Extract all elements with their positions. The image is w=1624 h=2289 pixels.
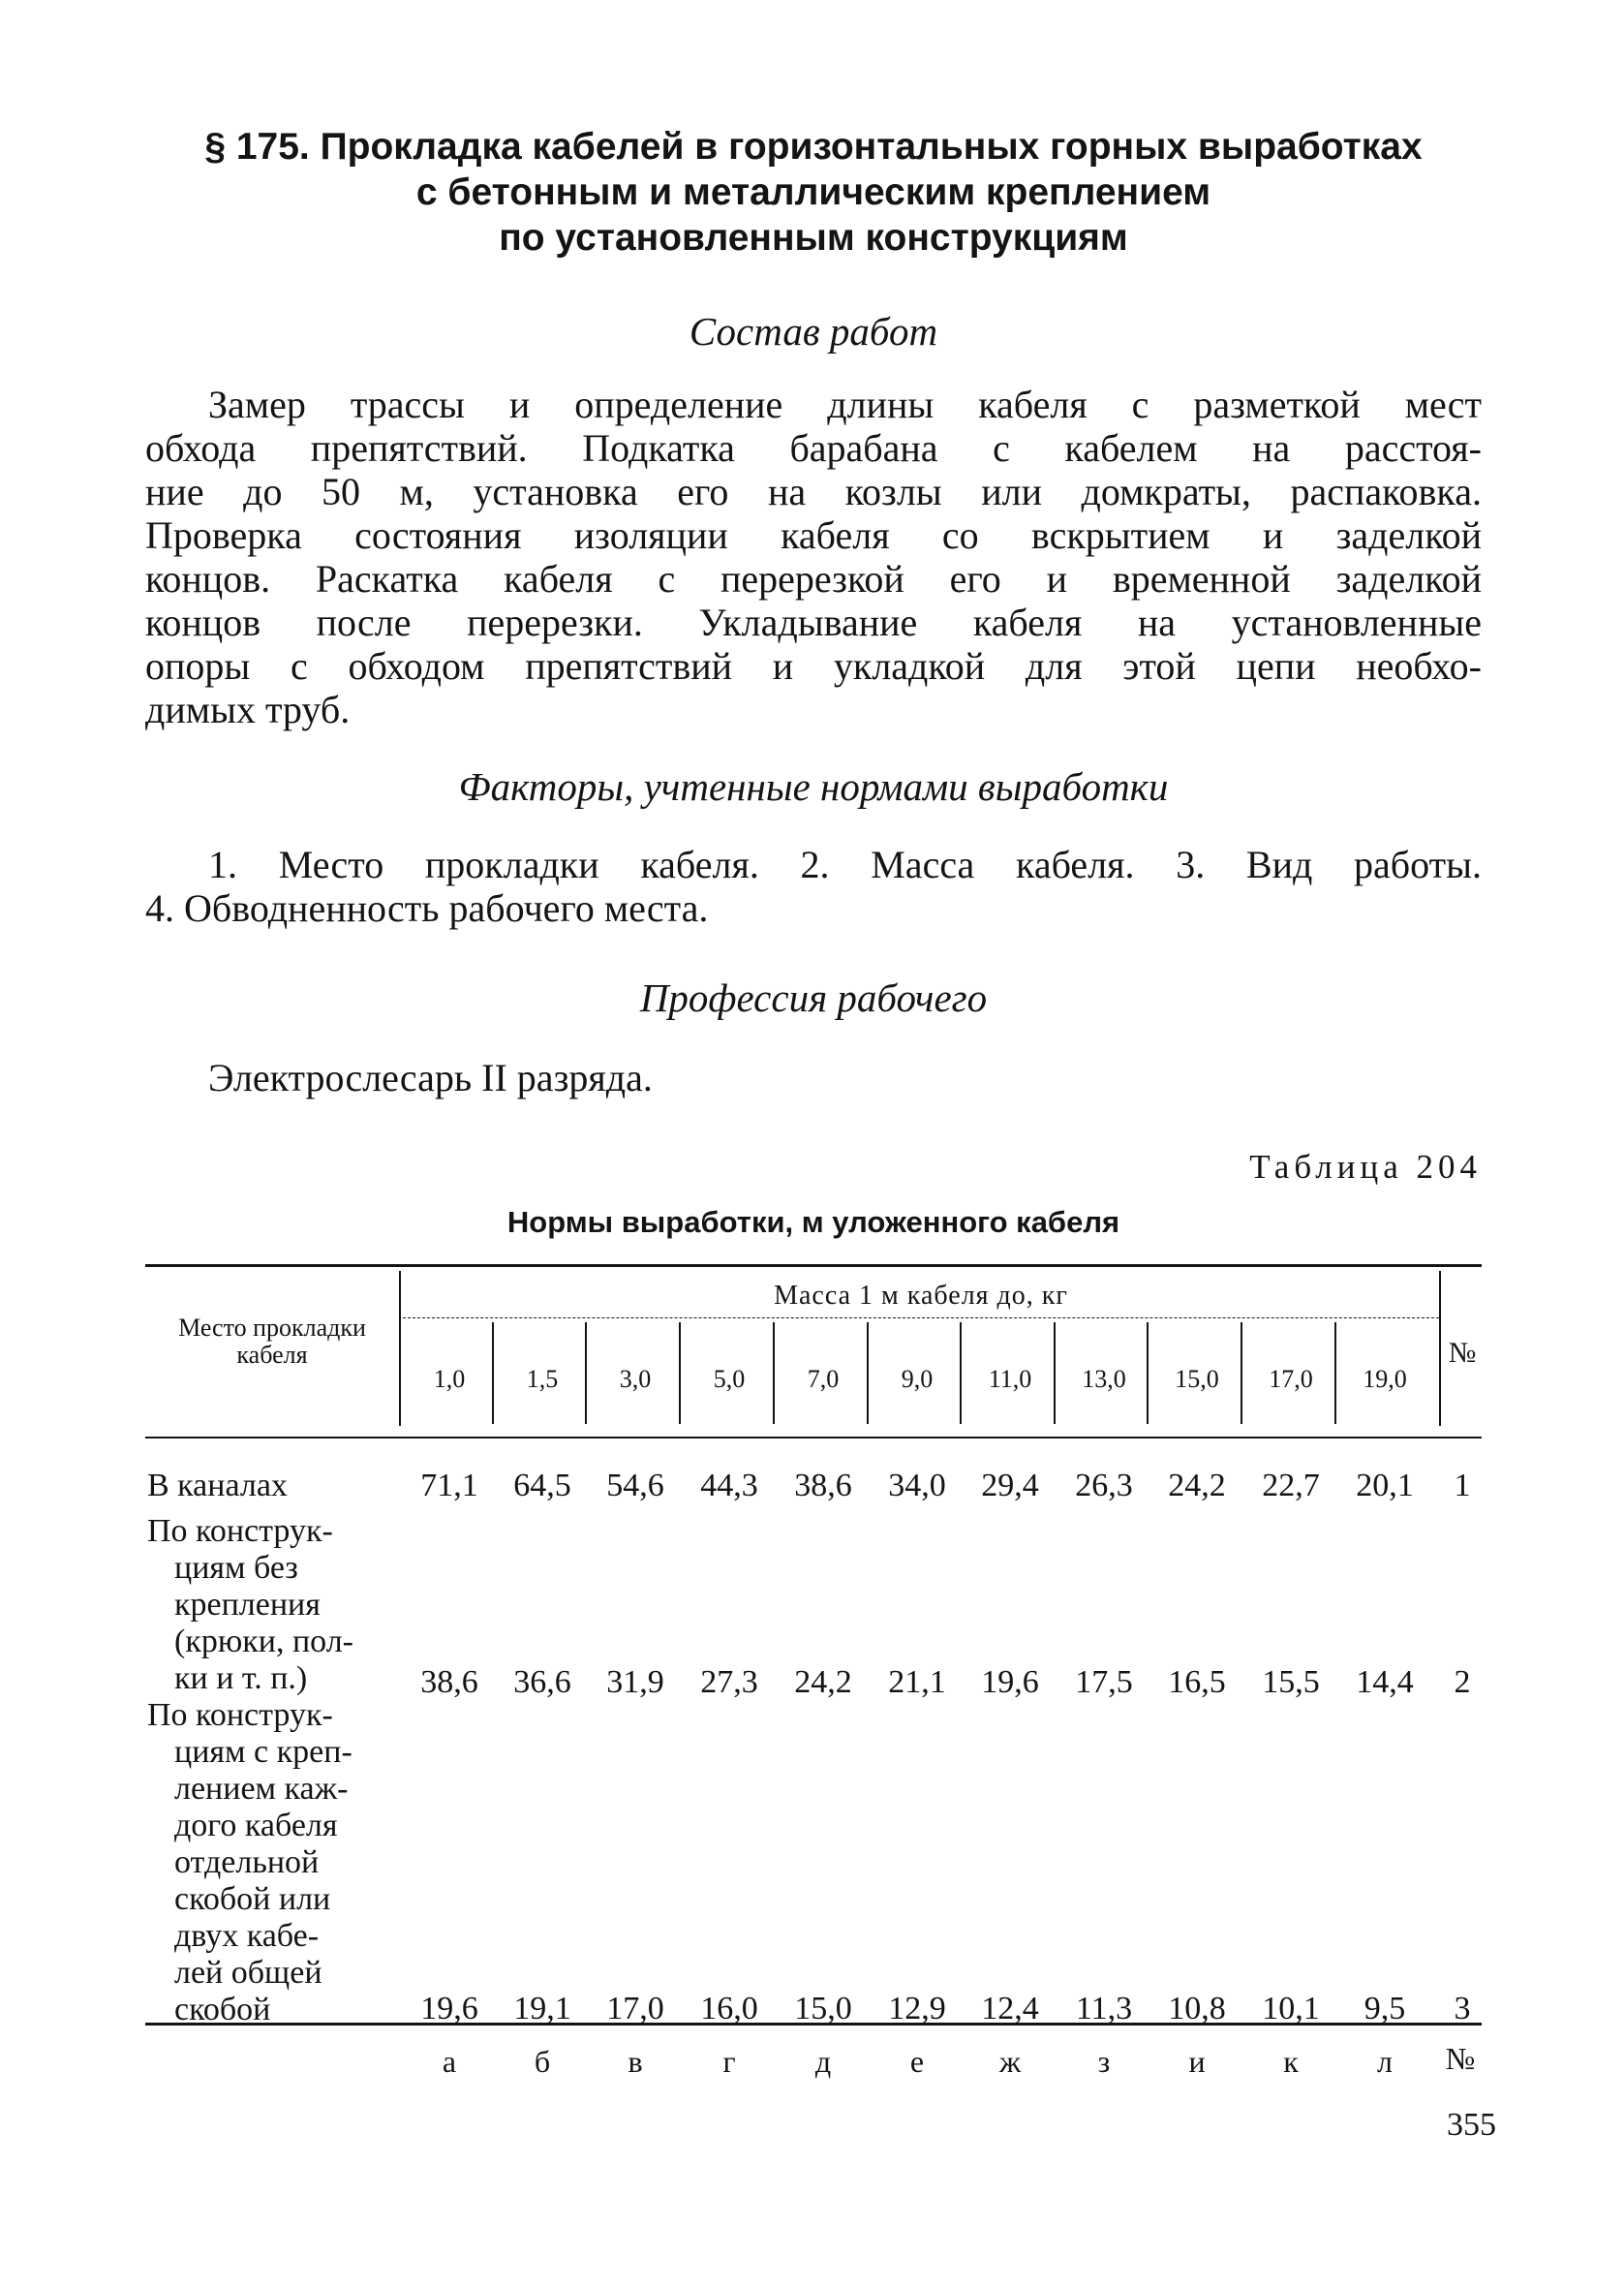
table-cell: 17,5 — [1075, 1664, 1133, 1700]
composition-line: димых труб. — [145, 688, 351, 731]
mass-column-header: 5,0 — [713, 1365, 746, 1393]
factors-line: 1. Место прокладки кабеля. 2. Масса кабеля. 3. Вид работы. — [208, 843, 1482, 886]
mass-column-header: 9,0 — [901, 1365, 934, 1393]
row-label-with-fixing — [147, 1697, 399, 2028]
mass-column-header: 7,0 — [807, 1365, 840, 1393]
composition-line: концов после перерезки. Укладывание кабеля на установленные — [145, 601, 1482, 644]
table-cell: 54,6 — [606, 1468, 664, 1503]
row-label-line: (крюки, пол- — [174, 1624, 353, 1659]
section-heading — [126, 124, 1501, 261]
column-letter: б — [534, 2044, 551, 2079]
mass-column-divider — [1054, 1322, 1056, 1424]
table-cell: 15,5 — [1262, 1664, 1320, 1700]
table-cell: 29,4 — [981, 1468, 1039, 1503]
table-cell: 10,8 — [1168, 1991, 1226, 2026]
table-cell: 16,0 — [700, 1991, 758, 2026]
header-divider — [1439, 1271, 1441, 1426]
mass-column-divider — [1147, 1322, 1149, 1424]
row-number: 1 — [1454, 1468, 1471, 1503]
column-letter: и — [1188, 2044, 1206, 2079]
section-heading-line: по установленным конструкциям — [499, 217, 1128, 259]
page-number: 355 — [1447, 2107, 1496, 2143]
row-label-line: лей общей — [174, 1955, 322, 1991]
table-cell: 9,5 — [1364, 1991, 1406, 2026]
composition-line: концов. Раскатка кабеля с перерезкой его и временной заделкой — [145, 557, 1482, 601]
column-letter: к — [1283, 2044, 1299, 2079]
table-cell: 19,1 — [513, 1991, 571, 2026]
table-title: Нормы выработки, м уложенного кабеля — [506, 1205, 1120, 1239]
row-label-no-fixing — [147, 1513, 399, 1697]
table-cell: 38,6 — [420, 1664, 478, 1700]
row-label-channels — [147, 1468, 399, 1504]
row-number: 2 — [1454, 1664, 1471, 1700]
composition-title: Состав работ — [689, 309, 938, 354]
table-cell: 26,3 — [1075, 1468, 1133, 1503]
table-label: Таблица 204 — [1249, 1148, 1482, 1186]
table-cell: 71,1 — [420, 1468, 478, 1503]
mass-column-header: 3,0 — [619, 1365, 652, 1393]
table-header-rule — [145, 1437, 1482, 1438]
table-cell: 19,6 — [981, 1664, 1039, 1700]
composition-line: Проверка состояния изоляции кабеля со вскрытием и заделкой — [145, 513, 1482, 557]
table-cell: 31,9 — [606, 1664, 664, 1700]
table-cell: 12,4 — [981, 1991, 1039, 2026]
table-cell: 21,1 — [888, 1664, 946, 1700]
row-label-line: лением каж- — [174, 1771, 349, 1807]
row-label-line: циям с креп- — [174, 1734, 352, 1770]
table-cell: 11,3 — [1075, 1991, 1133, 2026]
mass-column-divider — [960, 1322, 962, 1424]
row-label-line: крепления — [174, 1587, 321, 1623]
mass-column-header: 1,0 — [433, 1365, 466, 1393]
profession-text — [145, 1056, 1482, 1099]
row-label-line: В каналах — [147, 1468, 288, 1503]
column-letter: д — [814, 2044, 832, 2079]
mass-column-divider — [1241, 1322, 1242, 1424]
column-letters-num: № — [1445, 2041, 1476, 2076]
mass-column-divider — [1334, 1322, 1336, 1424]
table-cell: 27,3 — [700, 1664, 758, 1700]
table-cell: 44,3 — [700, 1468, 758, 1503]
table-cell: 12,9 — [888, 1991, 946, 2026]
column-letter: г — [722, 2044, 736, 2079]
column-letter: з — [1097, 2044, 1111, 2079]
mass-column-header: 11,0 — [988, 1365, 1032, 1393]
column-letter: ж — [998, 2044, 1022, 2079]
row-number: 3 — [1454, 1991, 1471, 2026]
mass-column-header: 15,0 — [1175, 1365, 1219, 1393]
table-cell: 17,0 — [606, 1991, 664, 2026]
table-cell: 22,7 — [1262, 1468, 1320, 1503]
composition-line: обхода препятствий. Подкатка барабана с кабелем на расстоя- — [145, 426, 1482, 470]
row-label-line: По конструк- — [147, 1513, 333, 1549]
mass-column-divider — [585, 1322, 587, 1424]
row-label-line: ки и т. п.) — [174, 1660, 308, 1696]
table-cell: 16,5 — [1168, 1664, 1226, 1700]
row-label-line: скобой или — [174, 1881, 331, 1917]
table-cell: 24,2 — [1168, 1468, 1226, 1503]
column-letter: а — [442, 2044, 457, 2079]
header-num: № — [1448, 1337, 1477, 1369]
mass-column-divider — [679, 1322, 681, 1424]
table-cell: 10,1 — [1262, 1991, 1320, 2026]
profession-line: Электрослесарь II разряда. — [208, 1056, 653, 1099]
composition-text — [145, 383, 1482, 731]
table-cell: 15,0 — [794, 1991, 852, 2026]
section-heading-line: § 175. Прокладка кабелей в горизонтальных горных выработках — [204, 126, 1423, 168]
row-label-line: дого кабеля — [174, 1808, 338, 1843]
table-cell: 14,4 — [1356, 1664, 1414, 1700]
table-cell: 20,1 — [1356, 1468, 1414, 1503]
mass-column-header: 19,0 — [1363, 1365, 1407, 1393]
table-cell: 64,5 — [513, 1468, 571, 1503]
mass-column-header: 13,0 — [1082, 1365, 1126, 1393]
table-cell: 24,2 — [794, 1664, 852, 1700]
composition-line: ние до 50 м, установка его на козлы или домкраты, распаковка. — [145, 470, 1482, 513]
row-label-line: циям без — [174, 1550, 298, 1586]
table-cell: 19,6 — [420, 1991, 478, 2026]
table-top-rule — [145, 1264, 1482, 1267]
row-label-line: скобой — [174, 1992, 271, 2027]
column-letter: л — [1377, 2044, 1393, 2079]
composition-line: Замер трассы и определение длины кабеля с разметкой мест — [208, 383, 1482, 426]
row-label-line: По конструк- — [147, 1697, 333, 1733]
header-divider — [399, 1271, 401, 1426]
section-heading-line: с бетонным и металлическим креплением — [415, 171, 1211, 213]
mass-column-divider — [773, 1322, 775, 1424]
mass-column-divider — [867, 1322, 869, 1424]
column-letter: е — [909, 2044, 925, 2079]
table-cell: 36,6 — [513, 1664, 571, 1700]
column-letter: в — [628, 2044, 643, 2079]
table-cell: 34,0 — [888, 1468, 946, 1503]
mass-header-rule — [403, 1317, 1439, 1319]
header-mass: Масса 1 м кабеля до, кг — [774, 1281, 1068, 1311]
header-place: Место прокладки кабеля — [178, 1314, 366, 1369]
mass-column-header: 1,5 — [526, 1365, 559, 1393]
factors-title: Факторы, учтенные нормами выработки — [458, 764, 1169, 809]
factors-line: 4. Обводненность рабочего места. — [145, 886, 709, 930]
profession-title: Профессия рабочего — [639, 975, 988, 1020]
composition-line: опоры с обходом препятствий и укладкой для этой цепи необхо- — [145, 644, 1482, 688]
mass-column-header: 17,0 — [1269, 1365, 1313, 1393]
factors-text — [145, 843, 1482, 930]
row-label-line: отдельной — [174, 1844, 320, 1880]
row-label-line: двух кабе- — [174, 1918, 320, 1954]
table-cell: 38,6 — [794, 1468, 852, 1503]
mass-column-divider — [492, 1322, 494, 1424]
